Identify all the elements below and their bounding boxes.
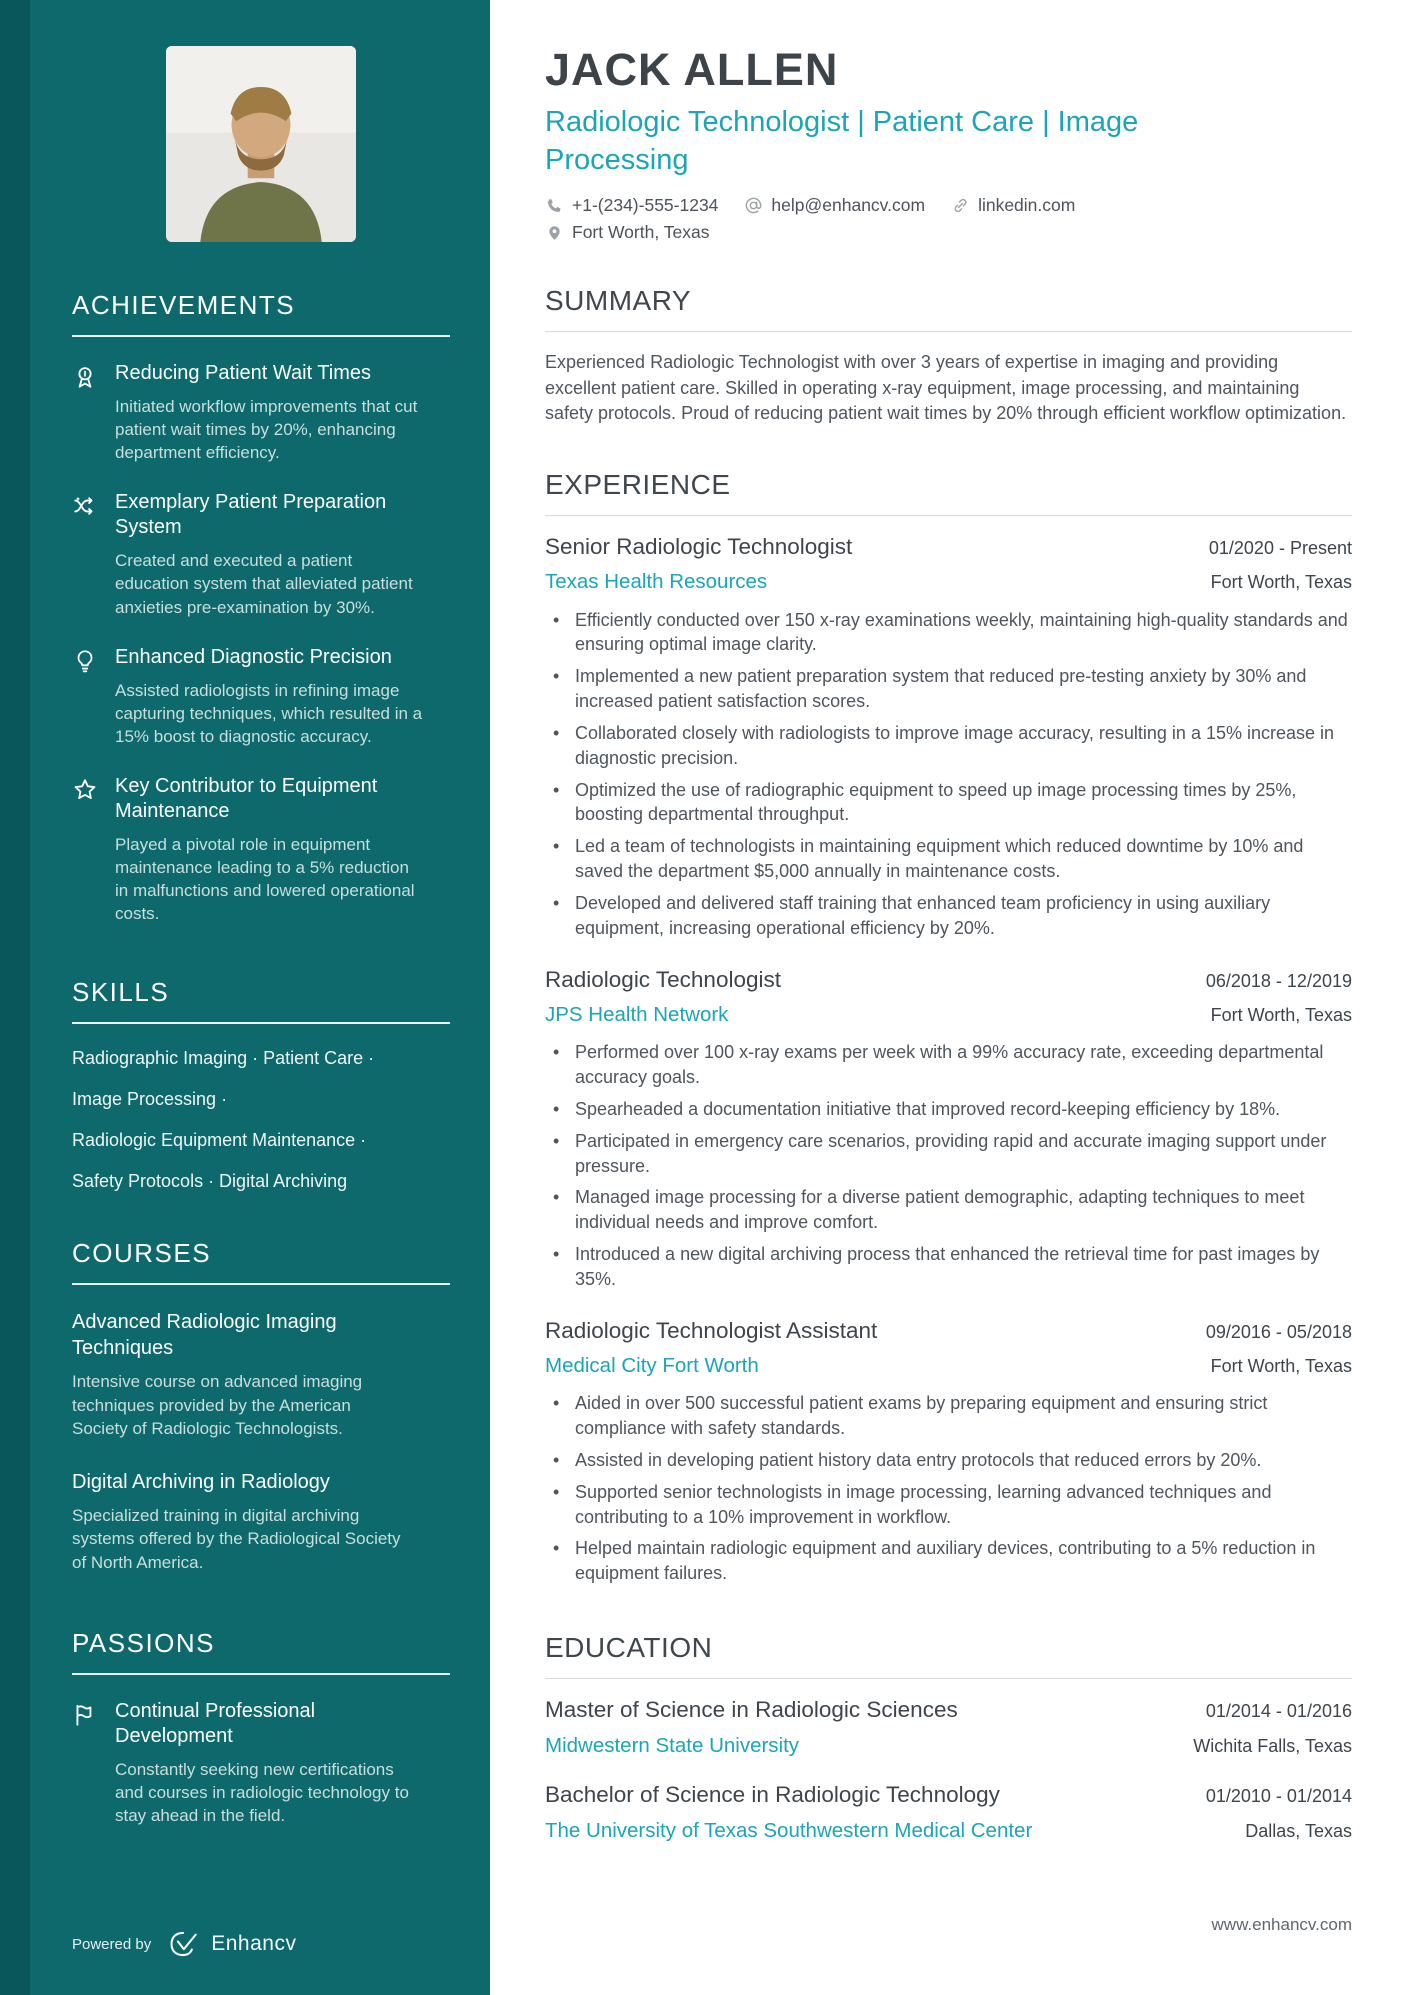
sidebar-footer [72,1927,450,1961]
achievement-title: Enhanced Diagnostic Precision [115,645,392,668]
skills-section [72,977,450,1212]
candidate-name: JACK ALLEN [545,44,839,95]
job-bullet: • Spearheaded a documentation initiative that improved record-keeping efficiency by 18%. [545,1097,1352,1122]
job-bullet: • Participated in emergency care scenarios, providing rapid and accurate imaging support under pressure. [545,1129,1352,1179]
achievement-text: Played a pivotal role in equipment maintenance leading to a 5% reduction in malfunctions and lowered operational costs. [115,834,415,924]
job-dates: 01/2020 - Present [1208,538,1352,559]
sidebar [30,0,490,1995]
summary-heading: SUMMARY [545,285,1352,332]
job-bullet-list [545,1040,1352,1291]
achievements-section [72,290,450,951]
candidate-title: Radiologic Technologist | Patient Care | Image Processing [545,106,1139,176]
job-bullet-list [545,608,1352,941]
experience-section [545,469,1352,1612]
achievement-text: Initiated workflow improvements that cut patient wait times by 20%, enhancing department efficiency. [115,397,418,463]
course-title: Digital Archiving in Radiology [72,1470,330,1493]
powered-by-label: Powered by [72,1935,152,1953]
phone-icon [545,196,564,215]
job-bullet: • Assisted in developing patient history data entry protocols that reduced errors by 20%. [545,1448,1352,1473]
passion-text: Constantly seeking new certifications and courses in radiologic technology to stay ahead in the field. [115,1760,409,1826]
course-text: Specialized training in digital archiving systems offered by the Radiological Society of North America. [72,1505,401,1572]
enhancv-website-link[interactable]: www.enhancv.com [1211,1915,1352,1934]
education-location: Dallas, Texas [1245,1820,1352,1841]
skills-heading: SKILLS [72,977,450,1024]
phone-number[interactable]: +1-(234)-555-1234 [572,195,719,216]
achievement-item [72,490,450,618]
contact-row [545,195,1352,243]
education-entry [545,1697,1352,1760]
skill-line: Image Processing · [72,1089,228,1110]
company-name: Medical City Fort Worth [545,1353,759,1377]
company-name: Texas Health Resources [545,570,768,594]
job-bullet: • Introduced a new digital archiving process that enhanced the retrieval time for past images by 35%. [545,1242,1352,1292]
profile-photo [166,46,356,242]
skill-line: Radiologic Equipment Maintenance · [72,1130,367,1151]
achievement-title: Exemplary Patient Preparation System [115,491,387,539]
achievement-title: Reducing Patient Wait Times [115,362,372,384]
lightbulb-icon [72,648,98,674]
education-entry [545,1782,1352,1845]
job-bullet: • Developed and delivered staff training that enhanced team proficiency in using auxiliary equipment, increasing operational efficiency by 20%. [545,891,1352,941]
passion-item [72,1699,450,1827]
location-pin-icon [545,223,564,242]
achievement-item [72,645,450,748]
degree-title: Bachelor of Science in Radiologic Technology [545,1781,1000,1807]
job-title: Radiologic Technologist [545,966,781,992]
enhancv-logo-icon [165,1927,201,1961]
education-dates: 01/2010 - 01/2014 [1205,1785,1352,1806]
resume-header [545,44,1352,243]
course-item [72,1309,450,1440]
job-title: Radiologic Technologist Assistant [545,1317,878,1343]
star-icon [72,777,98,803]
edge-strip [0,0,30,1995]
job-location: Fort Worth, Texas [1210,1355,1352,1376]
achievement-title: Key Contributor to Equipment Maintenance [115,774,378,822]
at-icon [744,196,763,215]
main-content [490,0,1410,1995]
company-name: JPS Health Network [545,1002,729,1026]
flag-icon [72,1702,98,1728]
courses-heading: COURSES [72,1238,450,1285]
job-location: Fort Worth, Texas [1210,1004,1352,1025]
profile-photo-illustration [166,46,356,242]
school-name: The University of Texas Southwestern Medical Center [545,1818,1033,1842]
job-location: Fort Worth, Texas [1210,572,1352,593]
phone-contact [545,195,718,216]
education-location: Wichita Falls, Texas [1193,1736,1352,1757]
job-bullet: • Helped maintain radiologic equipment and auxiliary devices, contributing to a 5% reduction in equipment failures. [545,1536,1352,1586]
achievement-item [72,774,450,925]
job-bullet: • Led a team of technologists in maintaining equipment which reduced downtime by 10% and saved the department $5,000 annually in maintenance costs. [545,834,1352,884]
job-bullet: • Optimized the use of radiographic equipment to speed up image processing times by 25%, boosting departmental throughput. [545,778,1352,828]
school-name: Midwestern State University [545,1734,800,1758]
summary-text: Experienced Radiologic Technologist with over 3 years of expertise in imaging and providing excellent patient care. Skilled in operating x-ray equipment, image processing, and maintaining safety protocols. Proud of reducing patient wait times by 20% through efficient workflow optimization. [545,352,1347,424]
education-section [545,1632,1352,1866]
experience-entry [545,1318,1352,1586]
achievement-text: Created and executed a patient education system that alleviated patient anxieties pre-examination by 30%. [115,551,413,617]
passion-title: Continual Professional Development [115,1700,316,1748]
achievement-text: Assisted radiologists in refining image capturing techniques, which resulted in a 15% boost to diagnostic accuracy. [115,680,423,746]
course-item [72,1469,450,1574]
experience-entry [545,534,1352,941]
medal-icon [72,364,98,390]
link-icon [951,196,970,215]
education-heading: EDUCATION [545,1632,1352,1679]
job-bullet: • Performed over 100 x-ray exams per week with a 99% accuracy rate, exceeding departmental accuracy goals. [545,1040,1352,1090]
summary-section [545,285,1352,427]
experience-heading: EXPERIENCE [545,469,1352,516]
skill-line: Radiographic Imaging · Patient Care · [72,1048,375,1069]
job-bullet: • Efficiently conducted over 150 x-ray examinations weekly, maintaining high-quality standards and ensuring optimal image clarity. [545,608,1352,658]
job-bullet-list [545,1391,1352,1586]
skill-line: Safety Protocols · Digital Archiving [72,1171,348,1192]
job-dates: 06/2018 - 12/2019 [1205,970,1352,991]
job-title: Senior Radiologic Technologist [545,534,853,560]
job-dates: 09/2016 - 05/2018 [1205,1321,1352,1342]
email-contact [744,195,925,216]
enhancv-brand-name: Enhancv [211,1932,297,1955]
education-dates: 01/2014 - 01/2016 [1205,1701,1352,1722]
achievement-item [72,361,450,464]
degree-title: Master of Science in Radiologic Sciences [545,1697,958,1723]
passions-heading: PASSIONS [72,1628,450,1675]
course-text: Intensive course on advanced imaging techniques provided by the American Society of Radiologic Technologists. [72,1372,363,1439]
link-contact [951,195,1075,216]
course-title: Advanced Radiologic Imaging Techniques [72,1311,337,1360]
job-bullet: • Managed image processing for a diverse patient demographic, adapting techniques to meet individual needs and improve comfort. [545,1185,1352,1235]
achievements-heading: ACHIEVEMENTS [72,290,450,337]
courses-section [72,1238,450,1602]
email-address[interactable]: help@enhancv.com [771,195,926,216]
passions-section [72,1628,450,1853]
job-bullet: • Supported senior technologists in image processing, learning advanced techniques and contributing to a 10% improvement in workflow. [545,1480,1352,1530]
experience-entry [545,967,1352,1292]
location-contact [545,222,1352,243]
location-text: Fort Worth, Texas [572,222,710,243]
shuffle-arrows-icon [72,493,98,519]
job-bullet: • Aided in over 500 successful patient exams by preparing equipment and ensuring strict compliance with safety standards. [545,1391,1352,1441]
job-bullet: • Implemented a new patient preparation system that reduced pre-testing anxiety by 30% and increased patient satisfaction scores. [545,664,1352,714]
job-bullet: • Collaborated closely with radiologists to improve image accuracy, resulting in a 15% increase in diagnostic precision. [545,721,1352,771]
link-url[interactable]: linkedin.com [978,195,1076,216]
